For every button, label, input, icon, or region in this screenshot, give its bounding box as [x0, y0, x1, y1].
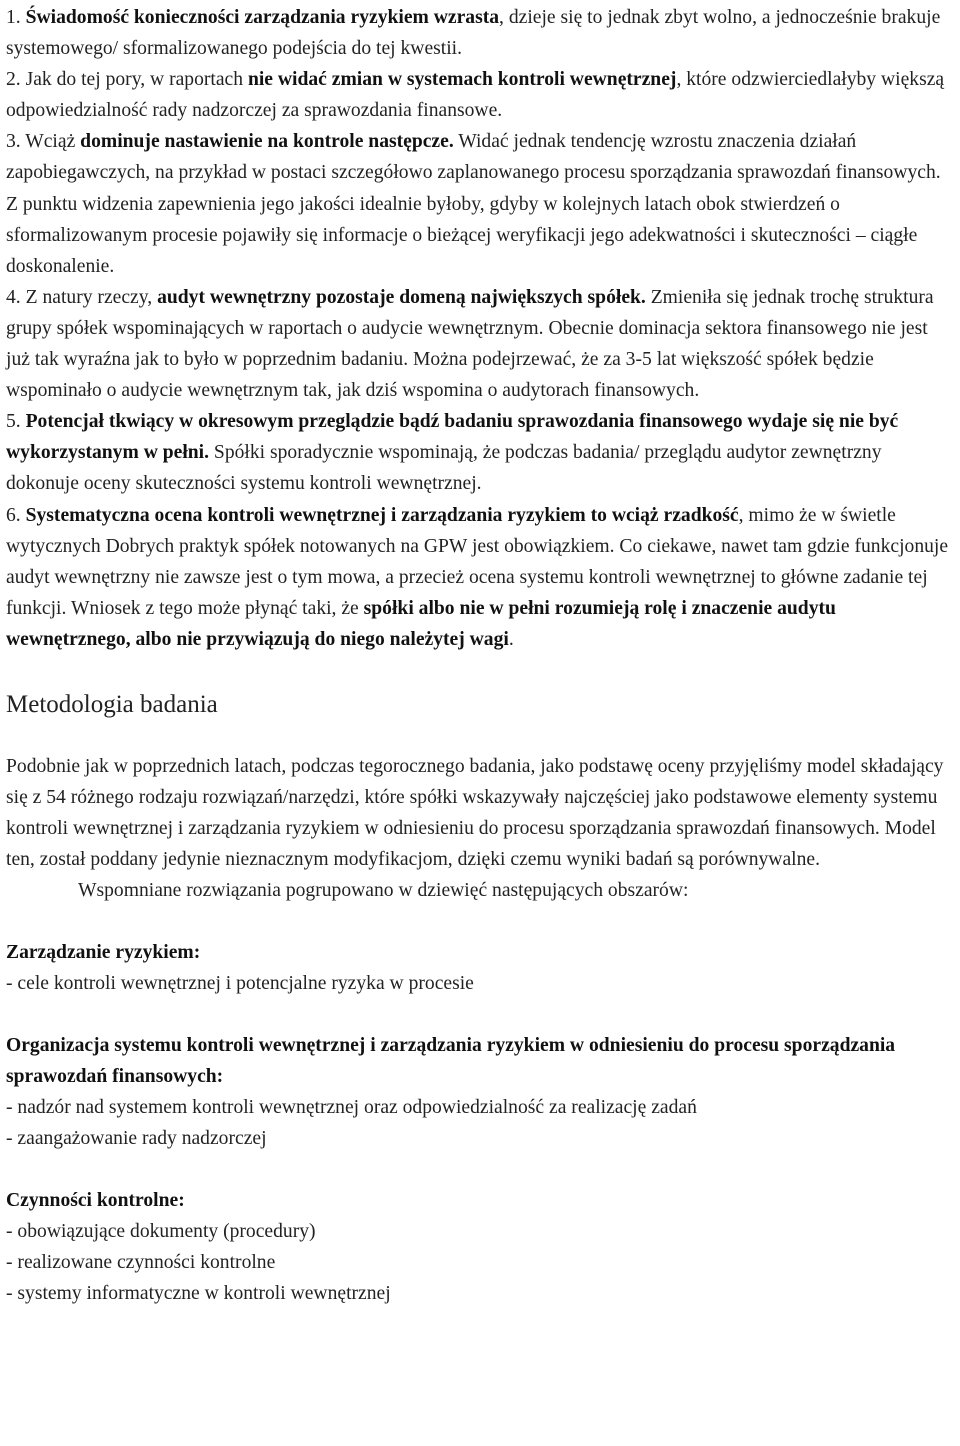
area-item: - cele kontroli wewnętrznej i potencjalne ryzyka w procesie: [6, 973, 474, 995]
finding-1-part-2: Świadomość konieczności zarządzania ryzykiem wzrasta: [25, 7, 500, 28]
finding-6-part-5: .: [508, 628, 514, 650]
finding-6-part-3: , mimo że w świetle wytycznych Dobrych praktyk spółek notowanych na GPW jest obowiązkiem. Co ciekawe, nawet tam gdzie funkcjonuje audyt wewnętrzny nie zawsze jest o tym mowa, a przecież ocena systemu kontroli wewnętrznej to główne zadanie tej funkcji. Wniosek z tego może płynąć taki, że: [6, 504, 949, 619]
section-heading: Metodologia badania: [6, 690, 218, 718]
finding-3-part-2: dominuje nastawienie na kontrole następcze.: [80, 131, 454, 153]
area-item: - systemy informatyczne w kontroli wewnętrznej: [6, 1283, 391, 1305]
findings-list: [6, 0, 956, 655]
area-control-activities: [6, 1185, 956, 1309]
finding-1-part-3: , dzieje się to jednak zbyt wolno, a jednocześnie brakuje systemowego/ sformalizowanego podejścia do tej kwestii.: [6, 7, 941, 60]
methodology-paragraph: Podobnie jak w poprzednich latach, podczas tegorocznego badania, jako podstawę oceny przyjęliśmy model składający się z 54 różnego rodzaju rozwiązań/narzędzi, które spółki wskazywały najczęściej jako podstawowe elementy systemu kontroli wewnętrznej i zarządzania ryzykiem w odniesieniu do procesu sporządzania sprawozdań finansowych. Model ten, został poddany jedynie nieznacznym modyfikacjom, dzięki czemu wyniki badań są porównywalne.: [6, 755, 944, 871]
finding-4-part-1: 4. Z natury rzeczy,: [6, 286, 158, 308]
finding-5-part-2: Potencjał tkwiący w okresowym przeglądzie bądź badaniu sprawozdania finansowego wydaje się nie być wykorzystanym w pełni.: [6, 411, 899, 464]
area-item: - realizowane czynności kontrolne: [6, 1252, 276, 1274]
finding-3: [6, 126, 956, 281]
area-item: - obowiązujące dokumenty (procedury): [6, 1221, 316, 1243]
area-title: Zarządzanie ryzykiem:: [6, 942, 201, 964]
finding-6-part-2: Systematyczna ocena kontroli wewnętrznej i zarządzania ryzykiem to wciąż rzadkość: [25, 504, 739, 526]
finding-2-part-2: nie widać zmian w systemach kontroli wewnętrznej: [247, 69, 677, 91]
finding-4-part-2: audyt wewnętrzny pozostaje domeną największych spółek.: [157, 286, 646, 308]
finding-5: [6, 406, 956, 499]
area-item: - zaangażowanie rady nadzorczej: [6, 1128, 267, 1150]
area-item: - nadzór nad systemem kontroli wewnętrznej oraz odpowiedzialność za realizację zadań: [6, 1097, 697, 1119]
area-control-organization: [6, 1030, 956, 1154]
finding-2-part-1: 2. Jak do tej pory, w raportach: [6, 69, 248, 91]
area-title: Czynności kontrolne:: [6, 1190, 185, 1212]
area-risk-management: [6, 937, 956, 999]
finding-6: [6, 500, 956, 655]
finding-2-part-3: , które odzwierciedlałyby większą odpowiedzialność rady nadzorczej za sprawozdania finansowe.: [6, 69, 945, 122]
finding-6-part-4: spółki albo nie w pełni rozumieją rolę i znaczenie audytu wewnętrznego, albo nie przywiązują do niego należytej wagi: [6, 597, 836, 650]
finding-1: [6, 2, 956, 64]
methodology-intro: Wspomniane rozwiązania pogrupowano w dziewięć następujących obszarów:: [78, 880, 689, 902]
finding-6-part-1: 6.: [6, 504, 26, 526]
finding-4-part-3: Zmieniła się jednak trochę struktura grupy spółek wspominających w raportach o audycie wewnętrznym. Obecnie dominacja sektora finansowego nie jest już tak wyraźna jak to było w poprzednim badaniu. Można podejrzewać, że za 3-5 lat większość spółek będzie wspominało o audycie wewnętrznym tak, jak dziś wspomina o audytorach finansowych.: [6, 286, 934, 402]
finding-4: [6, 282, 956, 406]
finding-3-part-1: 3. Wciąż: [6, 131, 81, 153]
finding-1-part-1: 1.: [6, 7, 26, 28]
finding-5-part-3: Spółki sporadycznie wspominają, że podczas badania/ przeglądu audytor zewnętrzny dokonuje oceny skuteczności systemu kontroli wewnętrznej.: [6, 442, 882, 495]
finding-2: [6, 64, 956, 126]
document-page: [6, 0, 956, 1309]
area-title: Organizacja systemu kontroli wewnętrznej i zarządzania ryzykiem w odniesieniu do procesu sporządzania sprawozdań finansowych:: [6, 1035, 896, 1088]
finding-5-part-1: 5.: [6, 411, 26, 433]
finding-3-part-3: Widać jednak tendencję wzrostu znaczenia działań zapobiegawczych, na przykład w postaci szczegółowo zaplanowanego procesu sporządzania sprawozdań finansowych. Z punktu widzenia zapewnienia jego jakości idealnie byłoby, gdyby w kolejnych latach obok stwierdzeń o sformalizowanym procesie pojawiły się informacje o bieżącej weryfikacji jego adekwatności i skuteczności – ciągłe doskonalenie.: [6, 131, 941, 277]
